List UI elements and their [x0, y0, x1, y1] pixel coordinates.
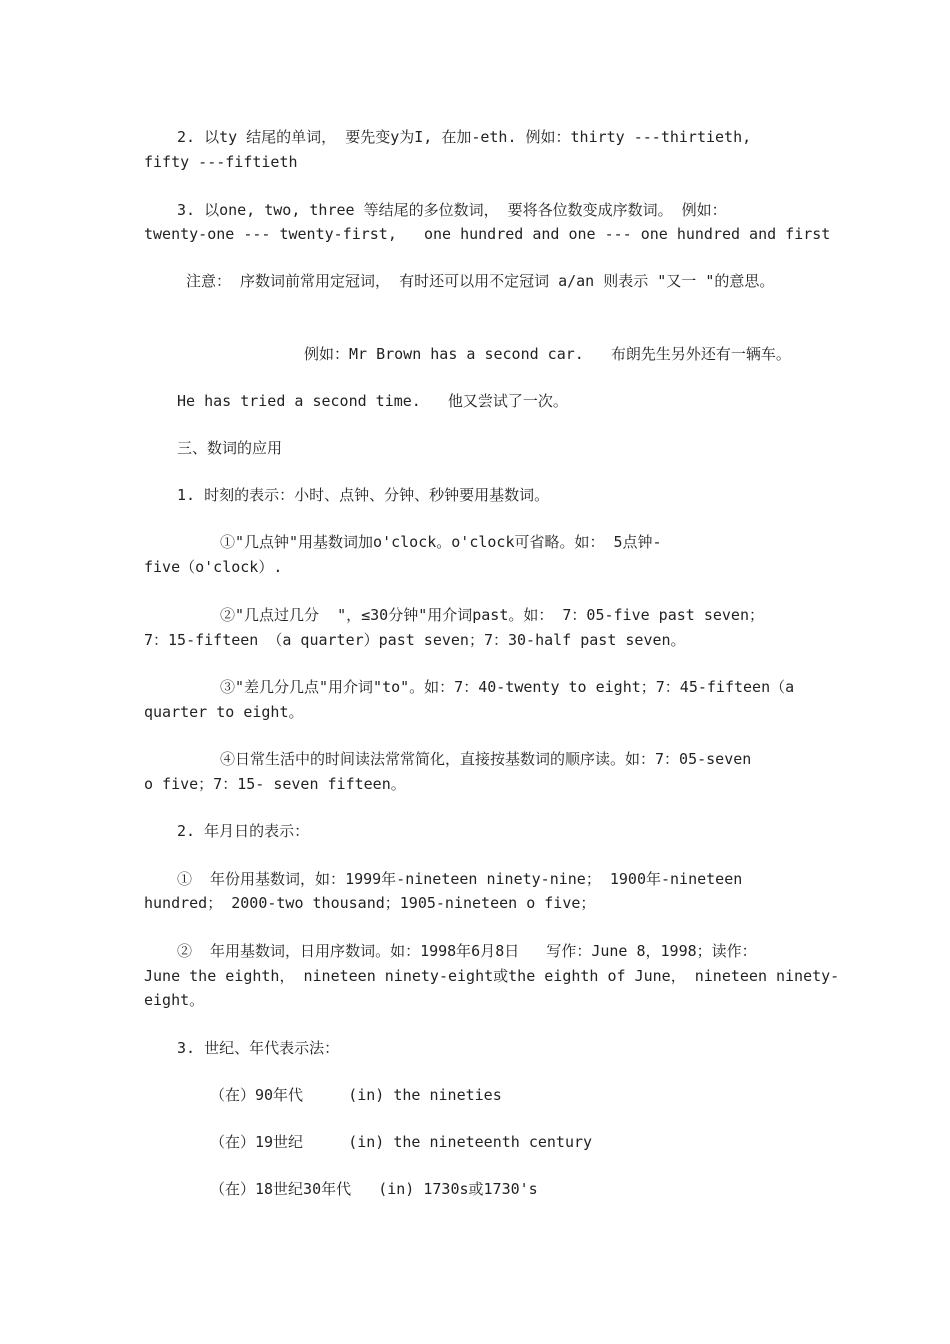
paragraph-line: ④日常生活中的时间读法常常简化，直接按基数词的顺序读。如：7：05-seven: [220, 750, 752, 768]
note-line: 注意： 序数词前常用定冠词， 有时还可以用不定冠词 a/an 则表示 "又一 "的意思。: [186, 272, 775, 290]
paragraph-line: 7：15-fifteen （a quarter）past seven；7：30-half past seven。: [144, 631, 686, 649]
paragraph-line: ③"差几分几点"用介词"to"。如：7：40-twenty to eight；7：45-fifteen（a: [220, 678, 795, 696]
paragraph-line: quarter to eight。: [144, 703, 304, 721]
paragraph-line: eight。: [144, 991, 205, 1009]
example-line: He has tried a second time. 他又尝试了一次。: [177, 392, 568, 410]
subsection-heading: 3. 世纪、年代表示法：: [177, 1039, 340, 1057]
paragraph-line: fifty ---fiftieth: [144, 153, 298, 171]
paragraph-line: ② 年用基数词，日用序数词。如：1998年6月8日 写作：June 8，1998；读作：: [177, 942, 757, 960]
paragraph-line: ① 年份用基数词，如：1999年-nineteen ninety-nine； 1900年-nineteen: [177, 870, 743, 888]
list-item: （在）18世纪30年代 (in) 1730s或1730's: [210, 1180, 538, 1198]
paragraph-line: June the eighth， nineteen ninety-eight或the eighth of June， nineteen ninety-: [144, 967, 840, 985]
paragraph-line: ②"几点过几分 "，≤30分钟"用介词past。如： 7：05-five past seven；: [220, 606, 764, 624]
paragraph-line: 3. 以one, two, three 等结尾的多位数词， 要将各位数变成序数词。 例如：: [177, 201, 727, 219]
paragraph-line: twenty-one --- twenty-first, one hundred and one --- one hundred and first: [144, 225, 831, 243]
paragraph-line: o five；7：15- seven fifteen。: [144, 775, 406, 793]
paragraph-line: five（o'clock）.: [144, 558, 283, 576]
paragraph-line: ①"几点钟"用基数词加o'clock。o'clock可省略。如： 5点钟-: [220, 533, 662, 551]
paragraph-line: 2. 以ty 结尾的单词， 要先变y为I, 在加-eth. 例如：thirty ---thirtieth,: [177, 128, 752, 146]
subsection-heading: 1. 时刻的表示：小时、点钟、分钟、秒钟要用基数词。: [177, 486, 550, 504]
paragraph-line: hundred； 2000-two thousand；1905-nineteen o five；: [144, 894, 596, 912]
example-line: 例如：Mr Brown has a second car. 布朗先生另外还有一辆车。: [304, 345, 791, 363]
list-item: （在）19世纪 (in) the nineteenth century: [210, 1133, 593, 1151]
list-item: （在）90年代 (in) the nineties: [210, 1086, 502, 1104]
section-heading: 三、数词的应用: [177, 439, 283, 457]
subsection-heading: 2. 年月日的表示：: [177, 822, 310, 840]
